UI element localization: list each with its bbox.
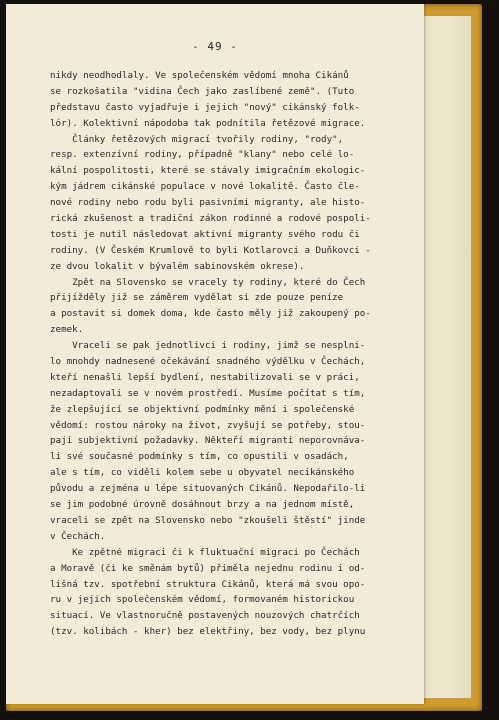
text-line: Zpět na Slovensko se vracely ty rodiny, které do Čech	[50, 276, 366, 288]
page-stack	[420, 16, 471, 698]
text-line: ze dvou lokalit v bývalém sabinovském okrese).	[50, 260, 305, 272]
text-line: ale s tím, co viděli kolem sebe u obyvatel necikánského	[50, 467, 355, 479]
text-line: představu často vyjadřuje i jejich "nový" cikánský folk-	[50, 101, 360, 113]
text-line: nové rodiny nebo rodu byli pasivními migranty, ale histo-	[50, 197, 366, 209]
text-line: vraceli se zpět na Slovensko nebo "zkoušeli štěstí" jinde	[50, 514, 366, 526]
text-line: původu a zejména u lépe situovaných Cikánů. Nepodařilo-li	[50, 483, 366, 495]
text-line: a Moravě (či ke směnám bytů) přiměla nejednu rodinu i od-	[50, 562, 366, 574]
page-number: - 49 -	[192, 40, 238, 53]
text-line: v Čechách.	[50, 530, 106, 542]
text-line: Vraceli se pak jednotlivci i rodiny, jimž se nesplni-	[50, 340, 366, 352]
text-line: se rozkošatila "vidina Čech jako zaslíbené země". (Tuto	[50, 85, 355, 97]
text-line: vědomí: rostou nároky na život, zvyšují se potřeby, stou-	[50, 419, 366, 431]
text-line: lór). Kolektivní nápodoba tak podnítila řetězové migrace.	[50, 117, 366, 129]
text-line: rodiny. (V Českém Krumlově to byli Kotlarovci a Duňkovci -	[50, 244, 371, 256]
text-line: a postavit si domek doma, kde často měly již zakoupený po-	[50, 308, 371, 320]
text-line: Články řetězových migrací tvořily rodiny, "rody",	[50, 133, 344, 145]
document-page	[6, 4, 424, 704]
text-line: kým jádrem cikánské populace v nové lokalitě. Často čle-	[50, 181, 360, 193]
text-line: (tzv. kolibách - kher) bez elektřiny, bez vody, bez plynu	[50, 626, 366, 638]
text-line: Ke zpětné migraci či k fluktuační migraci po Čechách	[50, 546, 360, 558]
text-line: rická zkušenost a tradiční zákon rodinné a rodové pospoli-	[50, 213, 371, 225]
text-line: lo mnohdy nadnesené očekávání snadného výdělku v Čechách,	[50, 356, 366, 368]
text-line: kteří nenašli lepší bydlení, nestabilizovali se v práci,	[50, 371, 360, 383]
text-line: že zlepšující se objektivní podmínky mění i společenské	[50, 403, 355, 415]
text-line: ru v jejich společenském vědomí, formovaném historickou	[50, 594, 355, 606]
text-line: kální pospolitosti, které se stávaly imigračním ekologic-	[50, 165, 366, 177]
text-line: resp. extenzívní rodiny, případně "klany" nebo celé lo-	[50, 149, 355, 161]
text-line: přijížděly již se záměrem vydělat si zde pouze peníze	[50, 292, 344, 304]
text-line: se jim podobné úrovně dosáhnout brzy a na jednom místě,	[50, 499, 355, 511]
text-line: nikdy neodhodlaly. Ve společenském vědomí mnoha Cikánů	[50, 70, 349, 81]
text-line: tosti je nutil následovat aktivní migranty svého rodu či	[50, 228, 360, 240]
text-line: li své současné podmínky s tím, co opustili v osadách,	[50, 451, 349, 463]
text-line: nezadaptovali se v novém prostředí. Musíme počítat s tím,	[50, 387, 366, 399]
text-line: pají subjektivní požadavky. Někteří migranti neporovnáva-	[50, 435, 366, 447]
text-line: situací. Ve vlastnoručně postavených nouzových chatrčích	[50, 610, 360, 622]
text-line: zemek.	[50, 324, 84, 336]
body-text	[50, 68, 424, 640]
text-line: lišná tzv. spotřební struktura Cikánů, která má svou opo-	[50, 578, 366, 590]
